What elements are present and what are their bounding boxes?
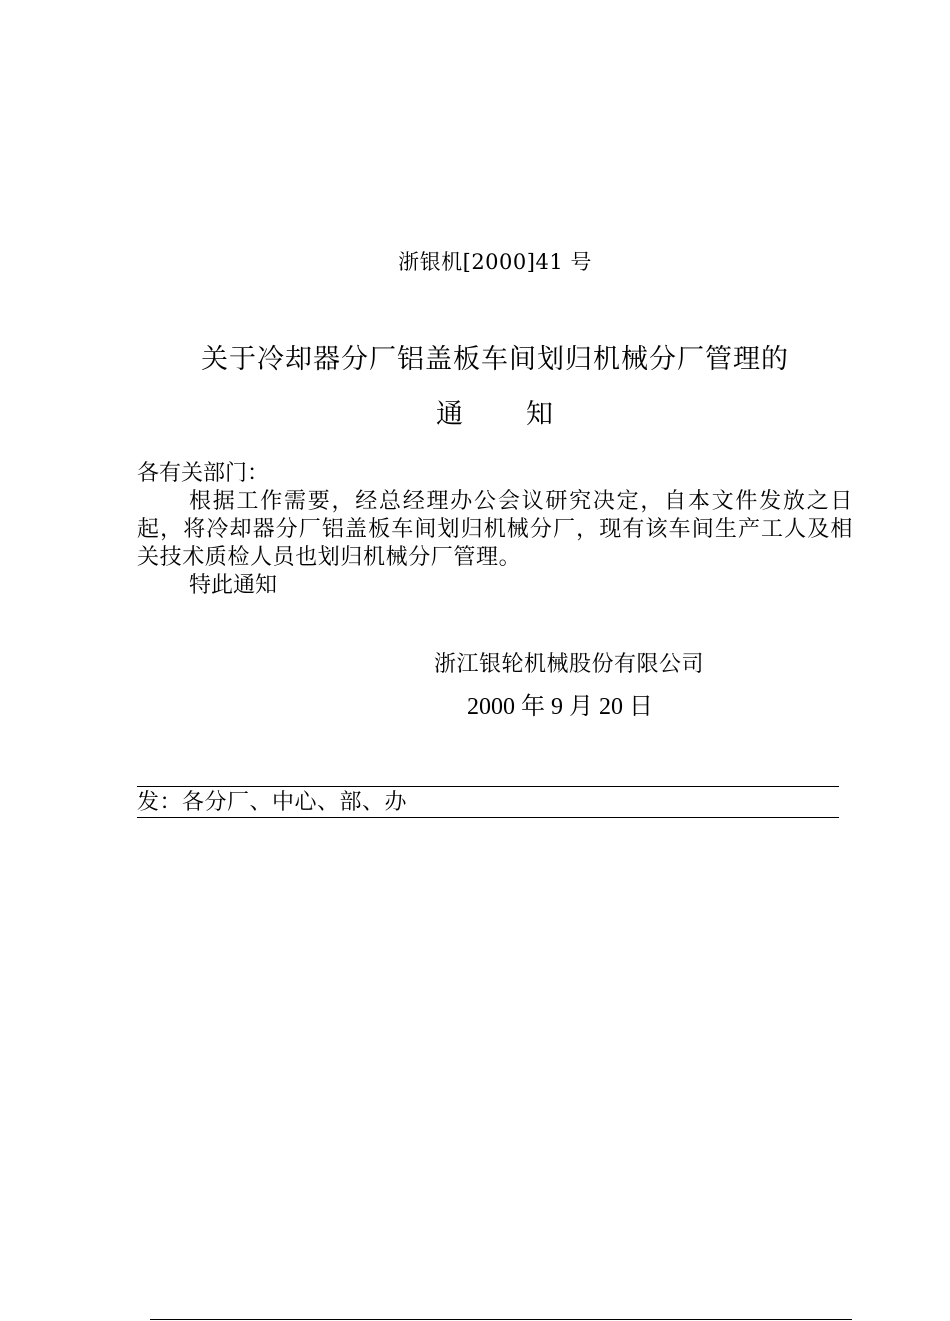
closing-line: 特此通知 <box>189 573 278 598</box>
footer-rule <box>150 1319 852 1320</box>
document-title-line-1: 关于冷却器分厂铝盖板车间划归机械分厂管理的 <box>201 344 789 375</box>
body-paragraph: 根据工作需要，经总经理办公会议研究决定，自本文件发放之日起，将冷却器分厂铝盖板车间划归机械分厂，现有该车间生产工人及相关技术质检人员也划归机械分厂管理。 <box>137 489 853 570</box>
issue-date: 2000 年 9 月 20 日 <box>467 694 653 720</box>
title-char-tong: 通 <box>436 399 464 430</box>
document-title-line-2 <box>0 392 950 431</box>
title-char-zhi: 知 <box>526 399 554 430</box>
issuing-company: 浙江银轮机械股份有限公司 <box>434 652 705 677</box>
distribution-rule-bottom <box>137 817 839 818</box>
distribution-list: 发：各分厂、中心、部、办 <box>137 790 408 815</box>
salutation: 各有关部门： <box>137 461 270 486</box>
document-body <box>137 460 853 600</box>
document-number: 浙银机[2000]41 号 <box>398 250 592 274</box>
